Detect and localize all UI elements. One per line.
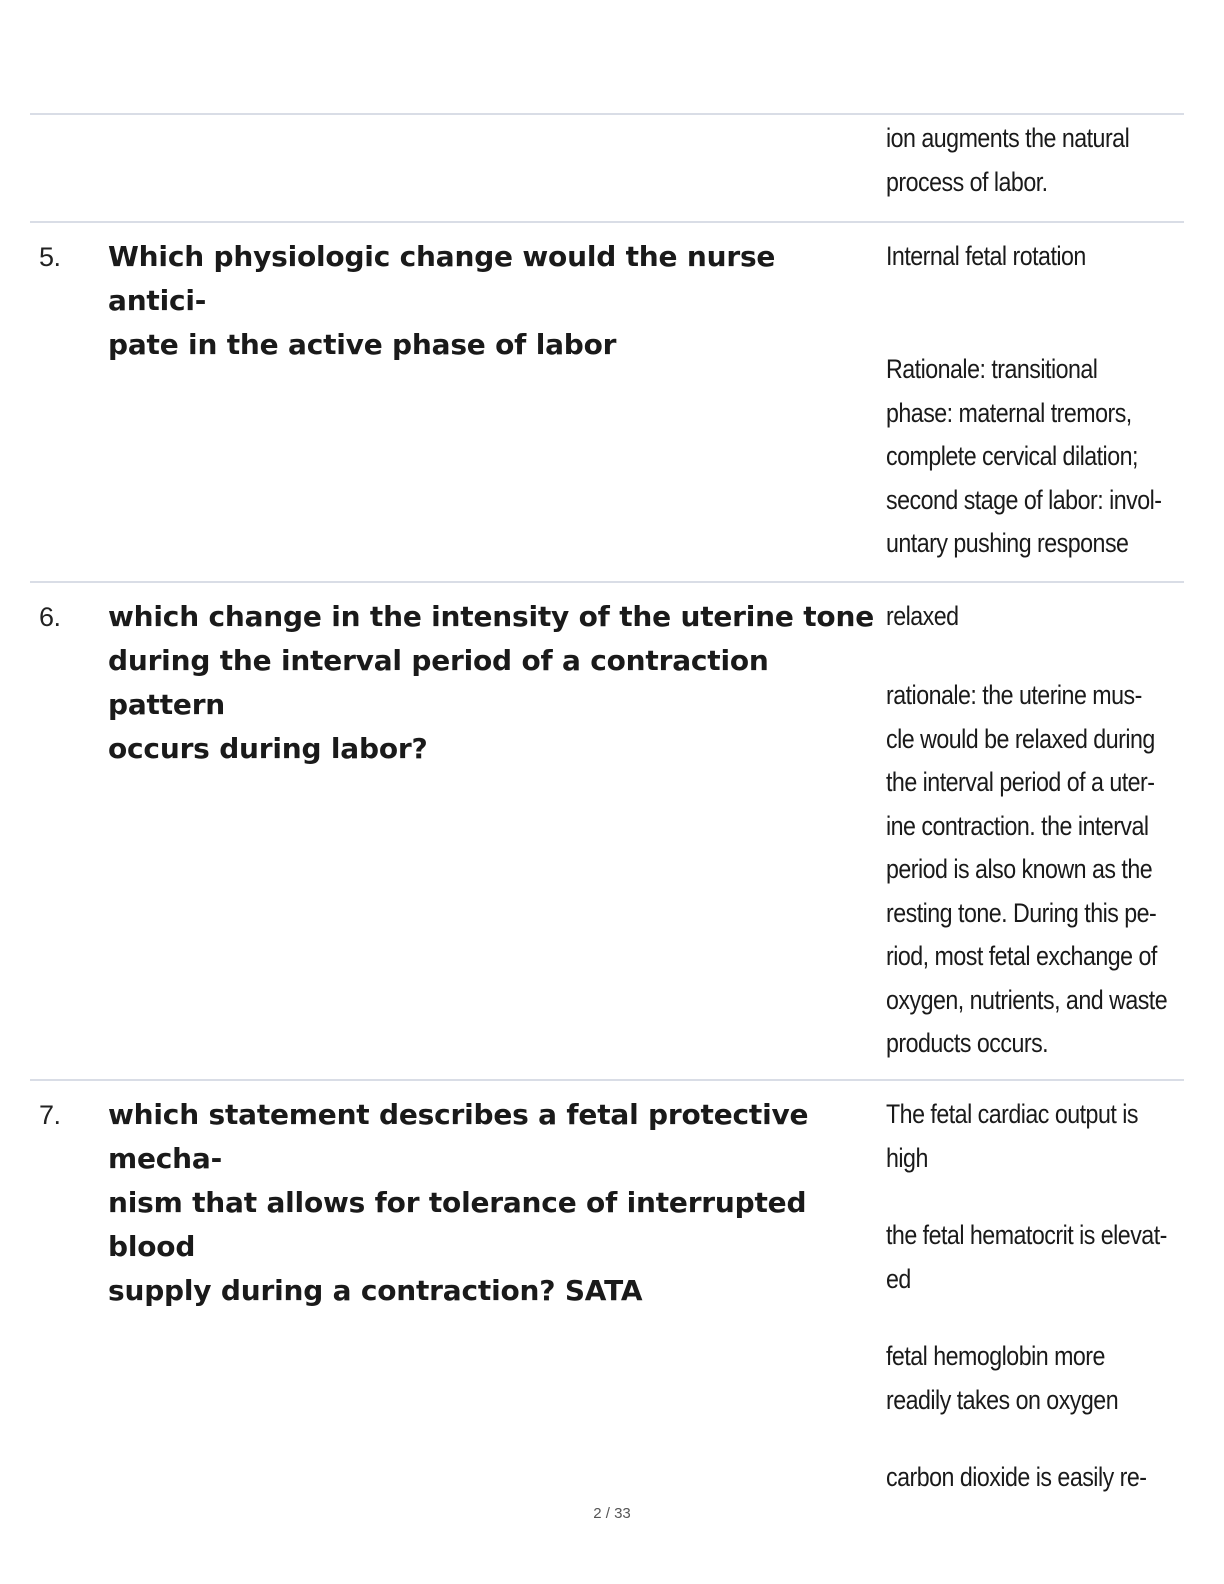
answer-line: products occurs. bbox=[886, 1028, 1049, 1058]
question-line: which change in the intensity of the uterine tone bbox=[108, 600, 874, 633]
row-divider bbox=[30, 581, 1184, 583]
answer-line: phase: maternal tremors, bbox=[886, 397, 1132, 428]
answer-line: riod, most fetal exchange of bbox=[886, 941, 1157, 971]
page-number: 2 / 33 bbox=[593, 1505, 631, 1522]
answer-block bbox=[886, 1093, 1186, 1180]
answer-line: the interval period of a uter- bbox=[886, 767, 1155, 797]
answer-line: Rationale: transitional bbox=[886, 354, 1098, 384]
answer-block bbox=[886, 235, 1186, 279]
answer-line: untary pushing response bbox=[886, 528, 1129, 558]
continuation-answer bbox=[886, 117, 1186, 204]
question-text bbox=[108, 235, 878, 367]
answer-line: process of labor. bbox=[886, 166, 1048, 197]
answer-block bbox=[886, 595, 1186, 639]
answer-block bbox=[886, 1456, 1186, 1500]
answer-line: The fetal cardiac output is bbox=[886, 1099, 1138, 1129]
question-line: which statement describes a fetal protective mecha- bbox=[108, 1098, 809, 1175]
answer-line: high bbox=[886, 1142, 928, 1173]
question-number: 5. bbox=[39, 242, 61, 272]
answer-block bbox=[886, 1335, 1186, 1422]
question-line: pate in the active phase of labor bbox=[108, 328, 617, 361]
answer-line: carbon dioxide is easily re- bbox=[886, 1462, 1147, 1492]
answer-line: resting tone. During this pe- bbox=[886, 897, 1157, 928]
answer-line: Internal fetal rotation bbox=[886, 241, 1086, 271]
row-divider bbox=[30, 113, 1184, 115]
answer-line: oxygen, nutrients, and waste bbox=[886, 984, 1168, 1015]
answer-line: cle would be relaxed during bbox=[886, 723, 1155, 754]
question-line: supply during a contraction? SATA bbox=[108, 1274, 643, 1307]
question-line: nism that allows for tolerance of interrupted blood bbox=[108, 1186, 807, 1263]
question-text bbox=[108, 1093, 878, 1313]
answer-line: complete cervical dilation; bbox=[886, 441, 1138, 471]
answer-line: readily takes on oxygen bbox=[886, 1384, 1119, 1415]
question-number: 7. bbox=[39, 1100, 61, 1130]
answer-line: rationale: the uterine mus- bbox=[886, 680, 1142, 710]
question-line: Which physiologic change would the nurse antici- bbox=[108, 240, 776, 317]
row-divider bbox=[30, 221, 1184, 223]
answer-line: period is also known as the bbox=[886, 854, 1153, 884]
answer-line: ine contraction. the interval bbox=[886, 810, 1149, 841]
answer-line: fetal hemoglobin more bbox=[886, 1341, 1105, 1371]
question-number: 6. bbox=[39, 602, 61, 632]
row-divider bbox=[30, 1079, 1184, 1081]
answer-block bbox=[886, 1214, 1186, 1301]
question-line: during the interval period of a contraction pattern bbox=[108, 644, 769, 721]
rationale-block bbox=[886, 674, 1186, 1066]
answer-line: second stage of labor: invol- bbox=[886, 484, 1162, 515]
answer-line: ion augments the natural bbox=[886, 123, 1130, 153]
answer-line: ed bbox=[886, 1263, 911, 1294]
question-text bbox=[108, 595, 878, 771]
answer-line: relaxed bbox=[886, 601, 959, 631]
question-line: occurs during labor? bbox=[108, 732, 428, 765]
answer-line: the fetal hematocrit is elevat- bbox=[886, 1220, 1167, 1250]
rationale-block bbox=[886, 348, 1186, 566]
